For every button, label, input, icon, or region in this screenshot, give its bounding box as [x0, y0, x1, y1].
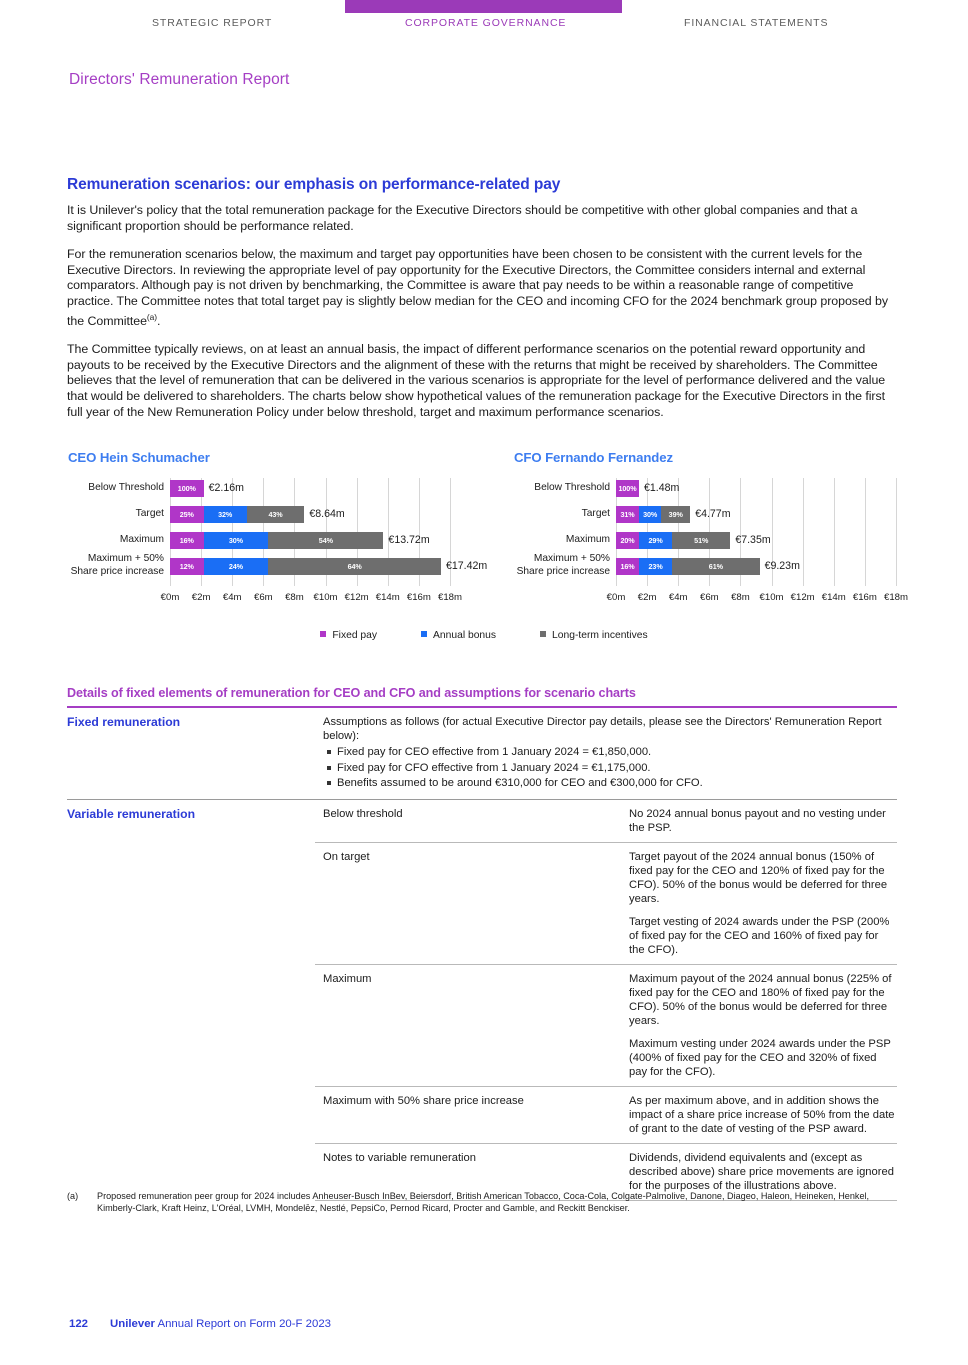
chart-bar-segment: 24% — [204, 558, 269, 575]
chart-bar-segment: 64% — [268, 558, 441, 575]
chart-category-label-wrap — [508, 506, 616, 523]
scenario-description — [629, 843, 897, 964]
chart-ceo-title: CEO Hein Schumacher — [68, 450, 210, 465]
chart-bar-segment: 30% — [204, 532, 269, 549]
x-axis-tick-label: €2m — [191, 592, 211, 603]
chart-bar-total-label: €13.72m — [388, 534, 430, 546]
chart-category-label-wrap — [508, 553, 616, 577]
chart-bar-row — [616, 532, 896, 549]
page-title: Directors' Remuneration Report — [69, 71, 290, 88]
scenario-name: On target — [323, 850, 370, 863]
legend-swatch-icon — [540, 631, 546, 637]
x-axis-tick-label: €14m — [375, 592, 400, 603]
x-axis-tick-label: €16m — [406, 592, 431, 603]
report-name: Annual Report on Form 20-F 2023 — [154, 1318, 331, 1330]
x-axis-tick-label: €4m — [222, 592, 242, 603]
details-table — [67, 686, 897, 1201]
paragraph-scenarios — [67, 247, 899, 329]
chart-bar-segment: 16% — [170, 532, 204, 549]
legend-label: Long-term incentives — [552, 630, 648, 641]
chart-bar-total-label: €4.77m — [695, 508, 731, 520]
description-paragraph: Dividends, dividend equivalents and (except as described above) share price movements are ignored for the purposes of the illustrations above. — [629, 1151, 894, 1192]
paragraph-scenarios-text: For the remuneration scenarios below, the maximum and target pay opportunities have been chosen to be consistent with the current levels for the Executive Directors. In reviewing the appropriate level of pay opportunity for the Executive Directors, the Committee considers internal and external comparators. Although pay is not driven by benchmarking, the Committee is aware that pay needs to be within a reasonable range of competitive practice. The Committee notes that total target pay is slightly below median for the CEO and incoming CFO for the 2024 benchmark group proposed by the Committee — [67, 247, 889, 328]
chart-bar-total-label: €9.23m — [764, 560, 800, 572]
description-paragraph: Target vesting of 2024 awards under the PSP (200% of fixed pay for the CEO and 160% of fixed pay for the CFO). — [629, 915, 890, 956]
fixed-remuneration-assumptions — [323, 708, 897, 799]
chart-bar-segment: 23% — [639, 558, 672, 575]
chart-ceo — [62, 446, 512, 621]
chart-bar-total-label: €17.42m — [445, 560, 488, 572]
chart-cfo-plot-area — [616, 478, 896, 586]
description-paragraph: As per maximum above, and in addition shows the impact of a share price increase of 50% from the date of grant to the date of vesting of the PSP award. — [629, 1094, 895, 1135]
chart-category-label-wrap — [62, 532, 170, 549]
remuneration-scenario-charts — [0, 446, 968, 661]
chart-bar-row — [170, 506, 450, 523]
scenario-name: Maximum — [323, 972, 372, 985]
x-axis-tick-label: €8m — [285, 592, 304, 603]
x-axis-tick-label: €10m — [759, 592, 784, 603]
chart-category-label: Maximum — [119, 534, 164, 545]
chart-bar-segment: 29% — [639, 532, 672, 549]
x-axis-tick-label: €2m — [637, 592, 657, 603]
chart-bar-segment: 100% — [170, 480, 204, 497]
chart-bar-row — [616, 506, 896, 523]
chart-legend — [0, 630, 968, 641]
x-axis-tick-label: €0m — [160, 592, 180, 603]
variable-remuneration-rows — [67, 800, 897, 1201]
chart-bar-segment: 39% — [661, 506, 690, 523]
chart-bar-segment: 32% — [204, 506, 247, 523]
chart-bar-row — [170, 558, 488, 575]
chart-bar-segment: 43% — [247, 506, 305, 523]
scenario-name: Maximum with 50% share price increase — [323, 1094, 524, 1107]
legend-label: Annual bonus — [433, 630, 497, 641]
chart-category-label-wrap — [62, 553, 170, 577]
brand-name: Unilever — [110, 1318, 155, 1330]
active-tab-indicator — [345, 0, 622, 13]
x-axis-tick-label: €4m — [668, 592, 688, 603]
x-axis-tick-label: €14m — [821, 592, 846, 603]
table-row — [67, 843, 897, 964]
x-axis-tick-label: €12m — [790, 592, 815, 603]
chart-cfo-x-axis — [606, 592, 908, 606]
list-item: Benefits assumed to be around €310,000 for CEO and €300,000 for CFO. — [337, 776, 897, 791]
description-paragraph: Maximum payout of the 2024 annual bonus (225% of fixed pay for the CEO and 180% of fixed pay for the CFO). 50% of the bonus would be deferred for three years. — [629, 972, 892, 1027]
nav-tab-corporate-governance[interactable]: CORPORATE GOVERNANCE — [405, 17, 567, 29]
chart-bar-total-label: €7.35m — [735, 534, 771, 546]
chart-gridline — [896, 478, 897, 586]
chart-cfo-title: CFO Fernando Fernandez — [514, 450, 673, 465]
chart-bar-segment: 25% — [170, 506, 204, 523]
legend-item — [540, 630, 648, 641]
row-label-spacer — [67, 1144, 323, 1158]
footnote-text: Proposed remuneration peer group for 2024 includes Anheuser-Busch InBev, Beiersdorf, British American Tobacco, Coca-Cola, Colgate-Palmolive, Danone, Diageo, Haleon, Heineken, Henkel, Kimberly-Clark, Kraft Heinz, L'Oréal, LVMH, Mondelēz, Nestlé, PepsiCo, Pernod Ricard, Procter and Gamble, and Reckitt Benckiser. — [97, 1191, 870, 1213]
fixed-remuneration-intro: Assumptions as follows (for actual Executive Director pay details, please see the Directors' Remuneration Report below): — [323, 716, 882, 742]
chart-category-label: Maximum + 50% Share price increase — [70, 553, 164, 577]
chart-ceo-x-axis — [160, 592, 462, 606]
table-row — [67, 800, 897, 842]
description-paragraph: Target payout of the 2024 annual bonus (150% of fixed pay for the CEO and 120% of fixed pay for the CFO). 50% of the bonus would be deferred for three years. — [629, 850, 888, 905]
scenario-name: Notes to variable remuneration — [323, 1151, 476, 1164]
legend-label: Fixed pay — [332, 630, 378, 641]
chart-category-label-wrap — [508, 480, 616, 497]
footnote-a — [67, 1190, 899, 1214]
table-row-fixed-remuneration — [67, 708, 897, 799]
main-content — [67, 176, 899, 433]
chart-bar-segment: 30% — [639, 506, 661, 523]
chart-category-label: Target — [581, 508, 610, 519]
page-number: 122 — [69, 1318, 89, 1330]
table-row — [67, 965, 897, 1086]
list-item: Fixed pay for CFO effective from 1 January 2024 = €1,175,000. — [337, 761, 897, 776]
x-axis-tick-label: €16m — [852, 592, 877, 603]
fixed-remuneration-bullet-list — [323, 745, 897, 791]
chart-bar-segment: 16% — [616, 558, 639, 575]
row-label-spacer — [67, 965, 323, 979]
scenario-description — [629, 1087, 897, 1143]
chart-bar-row — [170, 480, 450, 497]
paragraph-scenarios-period: . — [157, 313, 161, 328]
chart-bar-total-label: €2.16m — [208, 482, 244, 494]
x-axis-tick-label: €12m — [344, 592, 369, 603]
chart-bar-row — [170, 532, 450, 549]
chart-bar-total-label: €8.64m — [309, 508, 345, 520]
chart-bar-row — [616, 480, 896, 497]
chart-category-label: Target — [135, 508, 164, 519]
legend-item — [421, 630, 496, 641]
page-footer — [69, 1318, 331, 1330]
chart-ceo-plot-area — [170, 478, 488, 586]
x-axis-tick-label: €10m — [313, 592, 338, 603]
chart-bar-segment: 61% — [672, 558, 759, 575]
chart-category-label-wrap — [508, 532, 616, 549]
chart-bar-total-label: €1.48m — [644, 482, 680, 494]
x-axis-tick-label: €6m — [253, 592, 273, 603]
nav-tab-strategic-report[interactable]: STRATEGIC REPORT — [152, 17, 273, 29]
chart-category-label-wrap — [62, 480, 170, 497]
chart-category-label: Maximum — [565, 534, 610, 545]
section-heading: Remuneration scenarios: our emphasis on performance-related pay — [67, 176, 561, 193]
chart-bar-segment: 31% — [616, 506, 639, 523]
chart-bar-row — [616, 558, 896, 575]
top-navigation — [0, 0, 968, 38]
legend-item — [320, 630, 377, 641]
chart-category-label: Below Threshold — [534, 482, 610, 493]
chart-bar-segment: 12% — [170, 558, 204, 575]
chart-category-label: Maximum + 50% Share price increase — [516, 553, 610, 577]
x-axis-tick-label: €6m — [699, 592, 719, 603]
description-paragraph: Maximum vesting under 2024 awards under the PSP (400% of fixed pay for the CEO and 320% of fixed pay for the CFO). — [629, 1037, 891, 1078]
description-paragraph: No 2024 annual bonus payout and no vesting under the PSP. — [629, 807, 886, 834]
chart-bar-segment: 100% — [616, 480, 639, 497]
scenario-description — [629, 965, 897, 1086]
scenario-description — [629, 800, 897, 842]
row-label-fixed-remuneration: Fixed remuneration — [67, 715, 181, 729]
paragraph-policy: It is Unilever's policy that the total remuneration package for the Executive Directors should be competitive with other global companies and that a significant proportion should be performance related. — [67, 203, 858, 233]
chart-category-label: Below Threshold — [88, 482, 164, 493]
x-axis-tick-label: €8m — [731, 592, 750, 603]
chart-bar-segment: 54% — [268, 532, 383, 549]
details-table-heading: Details of fixed elements of remuneration for CEO and CFO and assumptions for scenario charts — [67, 686, 636, 700]
nav-tab-financial-statements[interactable]: FINANCIAL STATEMENTS — [684, 17, 829, 29]
chart-cfo — [508, 446, 958, 621]
paragraph-committee-review: The Committee typically reviews, on at least an annual basis, the impact of different performance scenarios on the potential reward opportunity and payouts to be received by the Executive Directors and the alignment of these with the returns that might be received by shareholders. The Committee believes that the level of remuneration that can be delivered in the various scenarios is appropriate for the level of performance delivered and the value that would be delivered to shareholders. The charts below show hypothetical values of the remuneration package for the Executive Directors in the first full year of the New Remuneration Policy under below threshold, target and maximum performance scenarios. — [67, 342, 886, 419]
row-label-variable-remuneration: Variable remuneration — [67, 806, 196, 821]
row-label-spacer — [67, 843, 323, 857]
footnote-reference-a: (a) — [146, 311, 158, 322]
table-row — [67, 1087, 897, 1143]
list-item: Fixed pay for CEO effective from 1 January 2024 = €1,850,000. — [337, 745, 897, 760]
legend-swatch-icon — [320, 631, 326, 637]
chart-bar-segment: 20% — [616, 532, 639, 549]
scenario-name: Below threshold — [323, 807, 403, 820]
row-label-spacer — [67, 1087, 323, 1101]
x-axis-tick-label: €18m — [438, 592, 462, 603]
chart-bar-segment: 51% — [672, 532, 730, 549]
chart-category-label-wrap — [62, 506, 170, 523]
footnote-marker: (a) — [67, 1191, 79, 1201]
legend-swatch-icon — [421, 631, 427, 637]
x-axis-tick-label: €18m — [884, 592, 908, 603]
x-axis-tick-label: €0m — [606, 592, 626, 603]
